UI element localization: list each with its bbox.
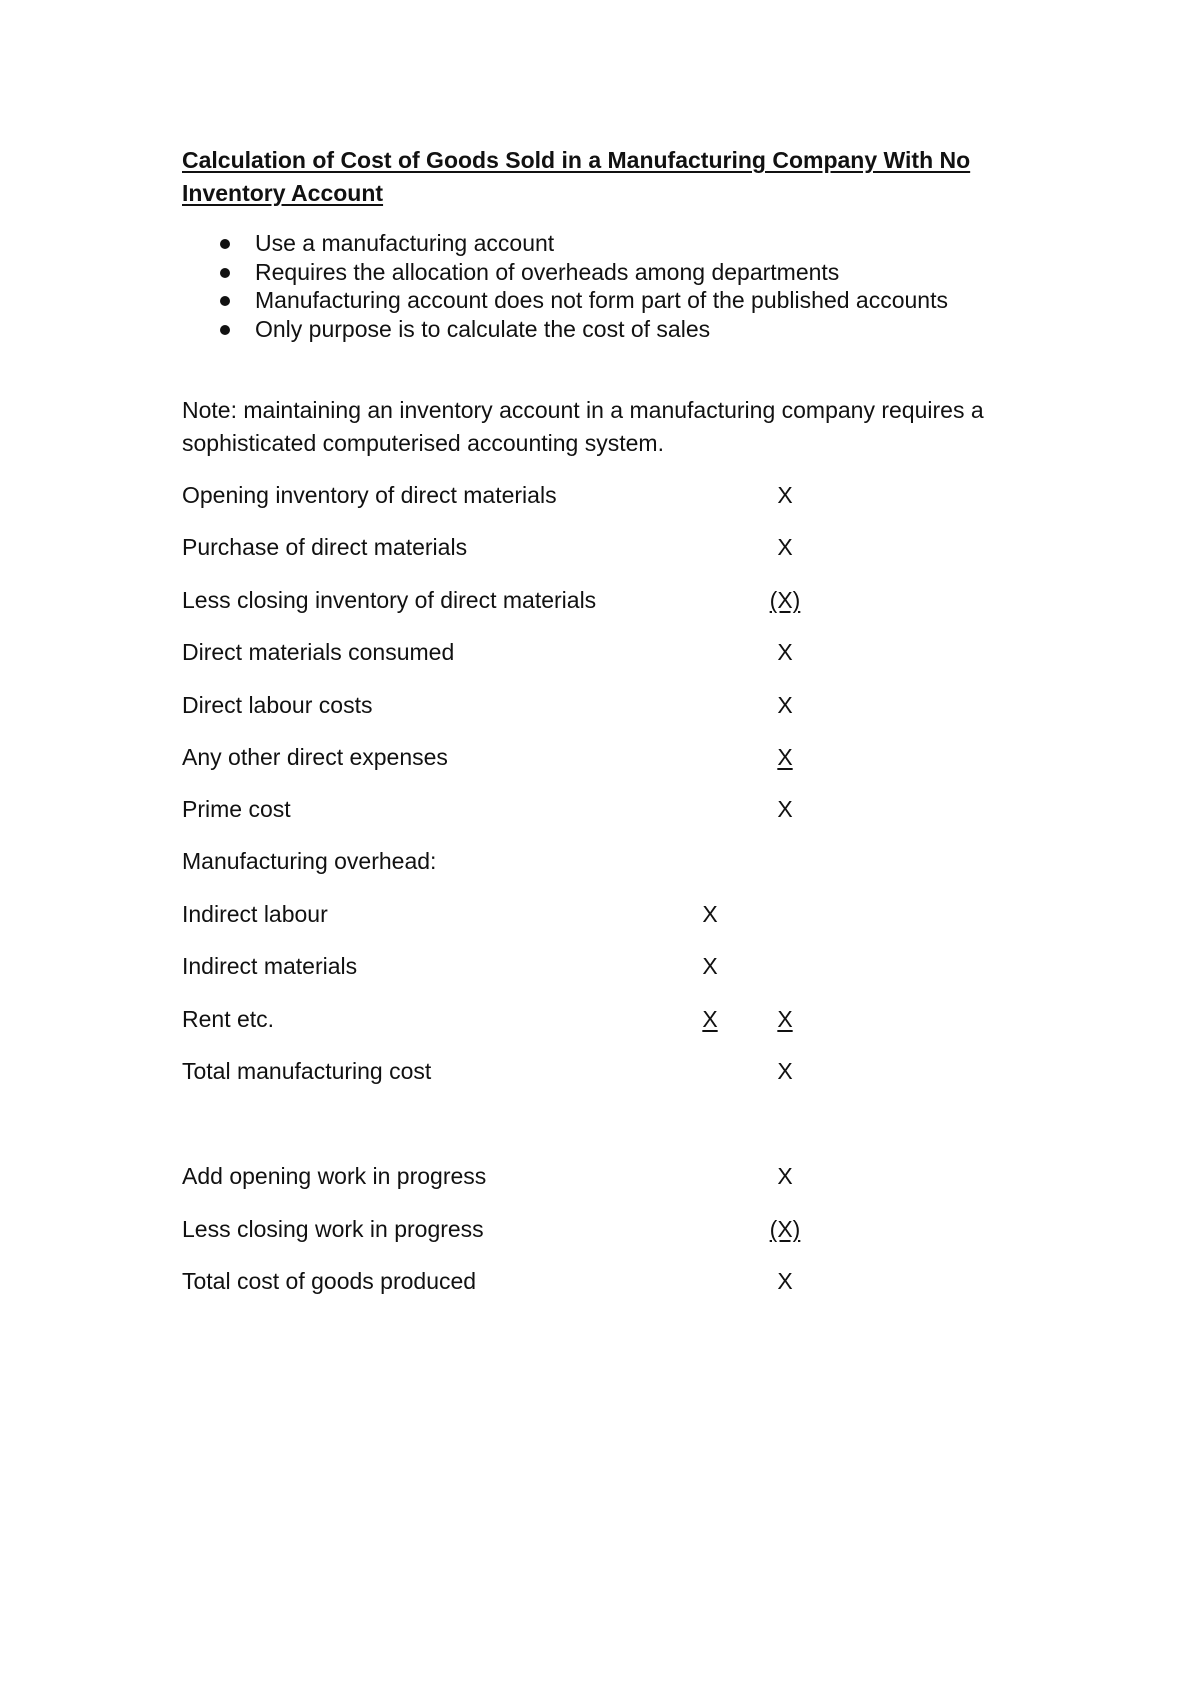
row-label: Indirect labour — [182, 901, 328, 927]
bullet-text: Use a manufacturing account — [255, 230, 555, 256]
bullet-item — [182, 229, 948, 258]
bullet-item — [182, 286, 948, 315]
row-total-value: X — [777, 744, 793, 770]
row-total-value: X — [777, 1058, 793, 1084]
row-label: Manufacturing overhead: — [182, 848, 437, 874]
bullet-icon — [220, 296, 230, 306]
bullet-list — [182, 229, 948, 343]
schedule-row-materials-consumed — [182, 637, 882, 667]
row-subtotal-value: X — [702, 1006, 718, 1032]
schedule-row-total-manufacturing-cost — [182, 1056, 882, 1086]
schedule-row-rent — [182, 1004, 882, 1034]
schedule-row-closing-wip — [182, 1214, 882, 1244]
schedule-row-opening-wip — [182, 1161, 882, 1191]
row-label: Indirect materials — [182, 953, 358, 979]
bullet-item — [182, 315, 948, 344]
row-total-value: X — [777, 1163, 793, 1189]
row-label: Prime cost — [182, 796, 291, 822]
row-label: Less closing work in progress — [182, 1216, 484, 1242]
row-label: Opening inventory of direct materials — [182, 482, 557, 508]
schedule-row-purchases — [182, 532, 882, 562]
row-label: Direct labour costs — [182, 692, 373, 718]
schedule-row-indirect-materials — [182, 951, 882, 981]
bullet-item — [182, 258, 948, 287]
row-total-value: X — [777, 639, 793, 665]
row-total-value: X — [777, 482, 793, 508]
row-total-value: X — [777, 1006, 793, 1032]
row-total-value: X — [777, 796, 793, 822]
schedule-row-closing-inventory — [182, 585, 882, 615]
schedule-row-indirect-labour — [182, 899, 882, 929]
row-label: Total manufacturing cost — [182, 1058, 432, 1084]
schedule-row-direct-expenses — [182, 742, 882, 772]
bullet-text: Requires the allocation of overheads among departments — [255, 258, 840, 285]
bullet-icon — [220, 325, 230, 335]
row-label: Rent etc. — [182, 1006, 275, 1032]
bullet-text: Only purpose is to calculate the cost of sales — [255, 315, 711, 342]
row-label: Add opening work in progress — [182, 1163, 487, 1189]
schedule-row-prime-cost — [182, 794, 882, 824]
document-title: Calculation of Cost of Goods Sold in a Manufacturing Company With No Inventory Account — [182, 147, 971, 206]
row-total-value: (X) — [769, 1216, 801, 1242]
row-label: Any other direct expenses — [182, 744, 448, 770]
schedule-row-opening-inventory — [182, 480, 882, 510]
row-subtotal-value: X — [702, 953, 718, 979]
schedule-row-overhead-heading — [182, 846, 882, 876]
row-label: Total cost of goods produced — [182, 1268, 477, 1294]
row-label: Purchase of direct materials — [182, 534, 468, 560]
note-paragraph: Note: maintaining an inventory account in a manufacturing company requires a sophisticated computerised accounting system. — [182, 397, 984, 456]
row-label: Less closing inventory of direct materials — [182, 587, 597, 613]
row-subtotal-value: X — [702, 901, 718, 927]
row-total-value: (X) — [769, 587, 801, 613]
bullet-icon — [220, 239, 230, 249]
schedule-row-total-cost-produced — [182, 1266, 882, 1296]
bullet-icon — [220, 268, 230, 278]
row-label: Direct materials consumed — [182, 639, 455, 665]
row-total-value: X — [777, 534, 793, 560]
bullet-text: Manufacturing account does not form part of the published accounts — [255, 287, 948, 313]
row-total-value: X — [777, 1268, 793, 1294]
schedule-row-direct-labour — [182, 690, 882, 720]
row-total-value: X — [777, 692, 793, 718]
